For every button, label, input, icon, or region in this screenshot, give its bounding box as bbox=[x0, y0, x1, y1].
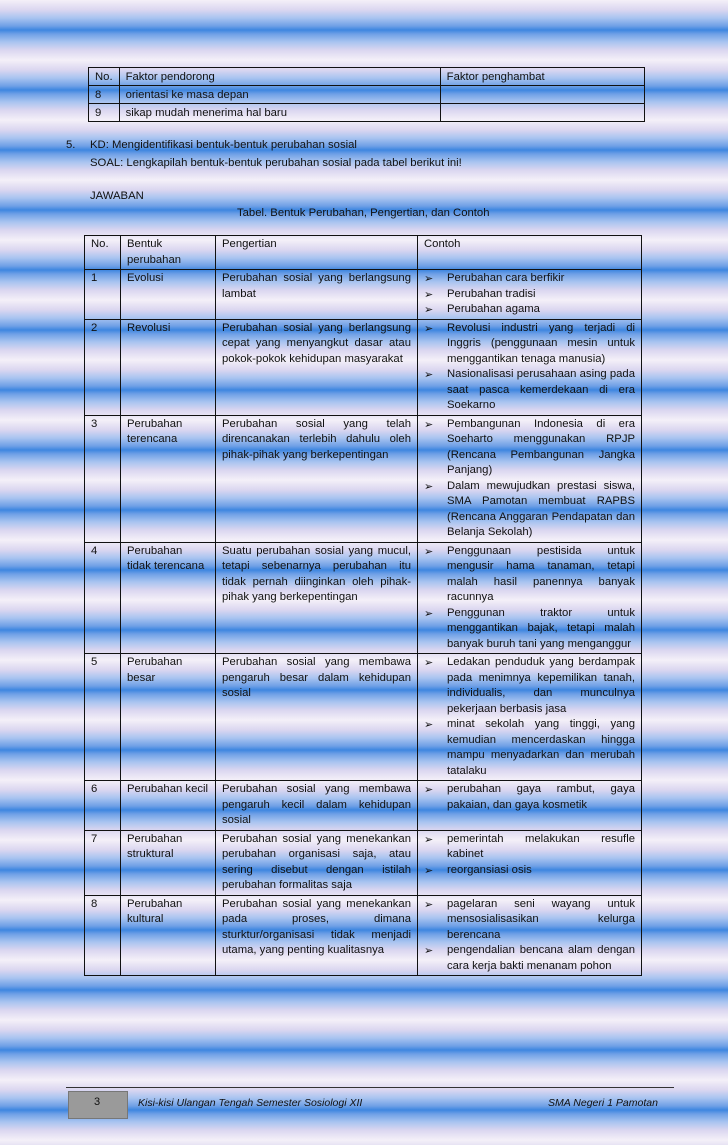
list-item: ➢ Dalam mewujudkan prestasi siswa, SMA Pamotan membuat RAPBS (Rencana Anggaran Pendapatan dan Belanja Sekolah) bbox=[424, 479, 635, 541]
list-item: ➢ perubahan gaya rambut, gaya pakaian, dan gaya kosmetik bbox=[424, 782, 635, 813]
question-number: 5. bbox=[66, 139, 76, 151]
cell-no: 1 bbox=[85, 270, 121, 320]
list-item: ➢ Perubahan cara berfikir bbox=[424, 271, 635, 287]
list-item: ➢ minat sekolah yang tinggi, yang kemudian mencerdaskan hingga mampu menyadarkan dan merubah tatalaku bbox=[424, 717, 635, 779]
footer-divider bbox=[66, 1087, 674, 1088]
cell-contoh bbox=[418, 415, 642, 542]
table-caption: Tabel. Bentuk Perubahan, Pengertian, dan Contoh bbox=[237, 207, 490, 219]
table-header-row bbox=[85, 236, 642, 270]
header-faktor-pendorong: Faktor pendorong bbox=[119, 68, 440, 86]
cell-contoh bbox=[418, 542, 642, 654]
table-row bbox=[85, 415, 642, 542]
cell-contoh bbox=[418, 830, 642, 895]
cell-bentuk: Perubahan kultural bbox=[121, 895, 216, 976]
header-no: No. bbox=[89, 68, 120, 86]
cell-no: 2 bbox=[85, 319, 121, 415]
cell-pengertian: Perubahan sosial yang telah direncanakan terlebih dahulu oleh pihak-pihak yang berkepentingan bbox=[216, 415, 418, 542]
list-item: ➢ Nasionalisasi perusahaan asing pada saat pasca kemerdekaan di era Soekarno bbox=[424, 367, 635, 414]
cell-no: 9 bbox=[89, 104, 120, 122]
cell-bentuk: Perubahan tidak terencana bbox=[121, 542, 216, 654]
table-row bbox=[85, 270, 642, 320]
table-row bbox=[89, 86, 645, 104]
kd-text: KD: Mengidentifikasi bentuk-bentuk perubahan sosial bbox=[90, 139, 357, 151]
table-row bbox=[85, 781, 642, 831]
table-row bbox=[85, 319, 642, 415]
header-bentuk: Bentuk perubahan bbox=[121, 236, 216, 270]
table-row bbox=[85, 895, 642, 976]
bentuk-perubahan-table bbox=[84, 235, 642, 976]
table-header-row bbox=[89, 68, 645, 86]
cell-pendorong: sikap mudah menerima hal baru bbox=[119, 104, 440, 122]
table-row bbox=[89, 104, 645, 122]
cell-bentuk: Perubahan struktural bbox=[121, 830, 216, 895]
list-item: ➢ Ledakan penduduk yang berdampak pada menimnya kepemilikan tanah, individualis, dan munculnya pekerjaan berbasis jasa bbox=[424, 655, 635, 717]
cell-pengertian: Perubahan sosial yang berlangsung cepat yang menyangkut dasar atau pokok-pokok kehidupan masyarakat bbox=[216, 319, 418, 415]
cell-no: 6 bbox=[85, 781, 121, 831]
cell-no: 3 bbox=[85, 415, 121, 542]
table-row bbox=[85, 542, 642, 654]
cell-pengertian: Perubahan sosial yang menekankan perubahan organisasi saja, atau sering disebut dengan istilah perubahan formalitas saja bbox=[216, 830, 418, 895]
cell-penghambat bbox=[440, 86, 644, 104]
faktor-table bbox=[88, 67, 645, 122]
list-item: ➢ Penggunan traktor untuk menggantikan bajak, tetapi malah banyak buruh tani yang menganggur bbox=[424, 606, 635, 653]
footer-school: SMA Negeri 1 Pamotan bbox=[548, 1097, 658, 1109]
header-faktor-penghambat: Faktor penghambat bbox=[440, 68, 644, 86]
cell-no: 8 bbox=[89, 86, 120, 104]
cell-bentuk: Revolusi bbox=[121, 319, 216, 415]
jawaban-label: JAWABAN bbox=[90, 190, 144, 202]
cell-pendorong: orientasi ke masa depan bbox=[119, 86, 440, 104]
cell-pengertian: Perubahan sosial yang berlangsung lambat bbox=[216, 270, 418, 320]
cell-no: 4 bbox=[85, 542, 121, 654]
cell-pengertian: Perubahan sosial yang membawa pengaruh besar dalam kehidupan sosial bbox=[216, 654, 418, 781]
list-item: ➢ pagelaran seni wayang untuk mensosialisasikan kelurga berencana bbox=[424, 897, 635, 944]
list-item: ➢ Pembangunan Indonesia di era Soeharto menggunakan RPJP (Rencana Pembangunan Jangka Panjang) bbox=[424, 417, 635, 479]
list-item: ➢ reorgansiasi osis bbox=[424, 863, 635, 879]
soal-text: SOAL: Lengkapilah bentuk-bentuk perubahan sosial pada tabel berikut ini! bbox=[90, 157, 462, 169]
cell-pengertian: Suatu perubahan sosial yang mucul, tetapi sebenarnya perubahan itu tidak pernah diinginkan oleh pihak-pihak yang berkepentingan bbox=[216, 542, 418, 654]
cell-bentuk: Perubahan terencana bbox=[121, 415, 216, 542]
cell-pengertian: Perubahan sosial yang membawa pengaruh kecil dalam kehidupan sosial bbox=[216, 781, 418, 831]
list-item: ➢ pemerintah melakukan resufle kabinet bbox=[424, 832, 635, 863]
cell-no: 5 bbox=[85, 654, 121, 781]
cell-pengertian: Perubahan sosial yang menekankan pada proses, dimana sturktur/organisasi tidak menjadi utama, yang penting kualitasnya bbox=[216, 895, 418, 976]
page-number: 3 bbox=[94, 1096, 101, 1108]
list-item: ➢ Perubahan tradisi bbox=[424, 287, 635, 303]
cell-bentuk: Evolusi bbox=[121, 270, 216, 320]
cell-contoh bbox=[418, 319, 642, 415]
cell-contoh bbox=[418, 270, 642, 320]
cell-no: 7 bbox=[85, 830, 121, 895]
list-item: ➢ Penggunaan pestisida untuk mengusir hama tanaman, tetapi malah hasil panennya banyak racunnya bbox=[424, 544, 635, 606]
list-item: ➢ Perubahan agama bbox=[424, 302, 635, 318]
cell-no: 8 bbox=[85, 895, 121, 976]
footer-title: Kisi-kisi Ulangan Tengah Semester Sosiologi XII bbox=[138, 1097, 363, 1109]
list-item: ➢ Revolusi industri yang terjadi di Inggris (penggunaan mesin untuk menggantikan tenaga manusia) bbox=[424, 321, 635, 368]
cell-contoh bbox=[418, 895, 642, 976]
cell-contoh bbox=[418, 654, 642, 781]
table-row bbox=[85, 654, 642, 781]
cell-penghambat bbox=[440, 104, 644, 122]
cell-bentuk: Perubahan kecil bbox=[121, 781, 216, 831]
list-item: ➢ pengendalian bencana alam dengan cara kerja bakti menanam pohon bbox=[424, 943, 635, 974]
header-pengertian: Pengertian bbox=[216, 236, 418, 270]
header-no: No. bbox=[85, 236, 121, 270]
header-contoh: Contoh bbox=[418, 236, 642, 270]
cell-contoh bbox=[418, 781, 642, 831]
table-row bbox=[85, 830, 642, 895]
cell-bentuk: Perubahan besar bbox=[121, 654, 216, 781]
